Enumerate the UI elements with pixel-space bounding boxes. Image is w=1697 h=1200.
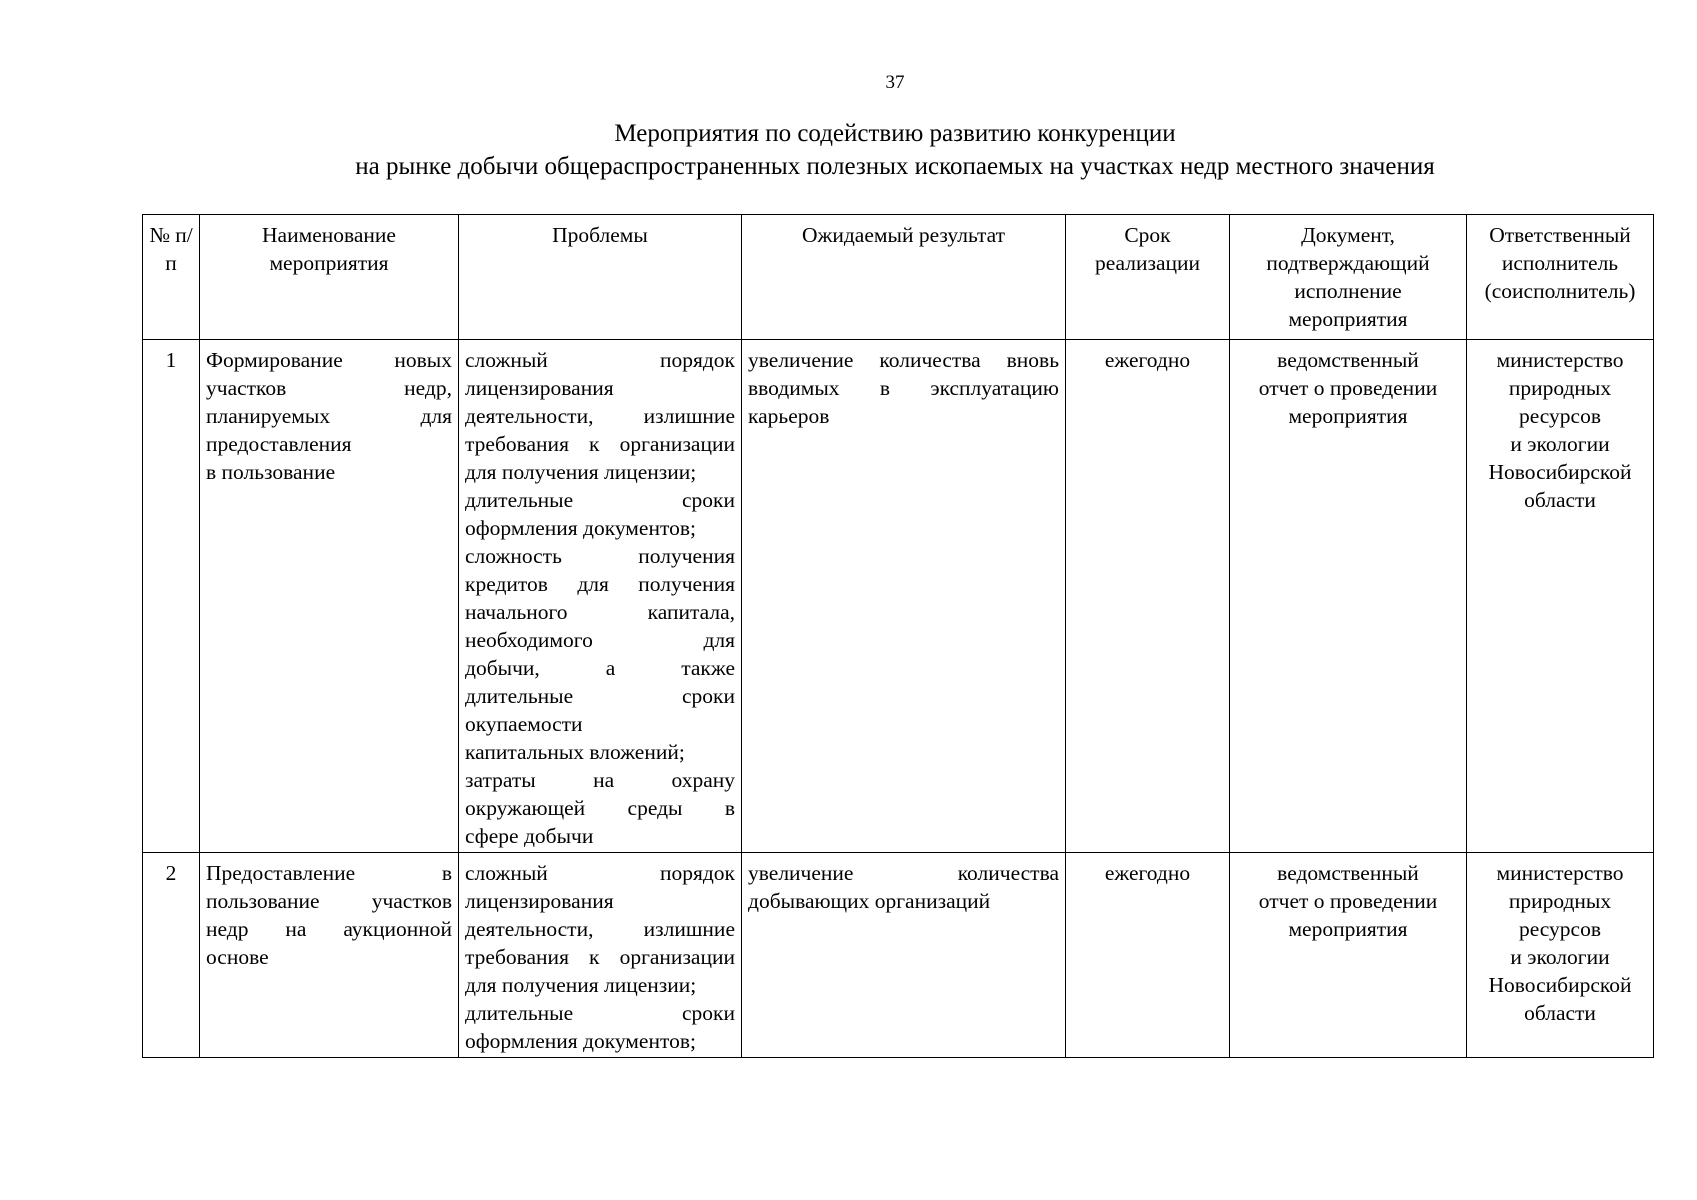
- responsible-cell: [1467, 340, 1654, 853]
- document-line: ведомственный: [1277, 348, 1419, 372]
- problems-line: длительные сроки: [465, 1001, 735, 1025]
- measure-name-line: планируемых для: [206, 404, 452, 428]
- result-cell: [742, 340, 1066, 853]
- document-cell: [1230, 340, 1467, 853]
- problems-line: начального капитала,: [465, 600, 735, 624]
- document-line: мероприятия: [1288, 917, 1408, 941]
- problems-cell: [459, 340, 742, 853]
- responsible-line: области: [1524, 1001, 1596, 1025]
- measure-name-line: участков недр,: [206, 376, 452, 400]
- problems-line: деятельности, излишние: [465, 404, 735, 428]
- page-number: 37: [885, 72, 905, 93]
- measure-name-line: предоставления: [206, 432, 352, 456]
- document-line: мероприятия: [1288, 404, 1408, 428]
- problems-line: добычи, а также: [465, 656, 735, 680]
- measure-name-line: в пользование: [206, 460, 336, 484]
- problems-line: сложный порядок: [465, 861, 735, 885]
- responsible-line: природных: [1508, 376, 1612, 400]
- problems-line: для получения лицензии;: [465, 973, 697, 997]
- term-cell: ежегодно: [1066, 340, 1230, 853]
- problems-line: необходимого для: [465, 628, 735, 652]
- responsible-line: министерство: [1496, 861, 1624, 885]
- table-header-row: [143, 215, 1654, 340]
- problems-line: требования к организации: [465, 945, 735, 969]
- header-term: Срок реализации: [1066, 215, 1230, 340]
- measure-name-line: недр на аукционной: [206, 917, 452, 941]
- problems-line: сложный порядок: [465, 348, 735, 372]
- document-line: отчет о проведении: [1258, 376, 1438, 400]
- result-line: вводимых в эксплуатацию: [748, 376, 1059, 400]
- row-number: 1: [143, 340, 200, 853]
- document-line: ведомственный: [1277, 861, 1419, 885]
- measure-name-line: Формирование новых: [206, 348, 452, 372]
- term-cell: ежегодно: [1066, 853, 1230, 1058]
- responsible-line: ресурсов: [1518, 917, 1602, 941]
- problems-line: затраты на охрану: [465, 768, 735, 792]
- measure-name-line: основе: [206, 945, 269, 969]
- responsible-line: и экологии: [1510, 432, 1610, 456]
- responsible-line: Новосибирской: [1488, 973, 1632, 997]
- document-line: отчет о проведении: [1258, 889, 1438, 913]
- table-row: [143, 853, 1654, 1058]
- title-line-1: Мероприятия по содействию развитию конкуренции: [614, 120, 1176, 147]
- problems-line: длительные сроки: [465, 684, 735, 708]
- header-result: Ожидаемый результат: [742, 215, 1066, 340]
- measures-table: [142, 214, 1654, 1058]
- result-line: добывающих организаций: [748, 889, 991, 913]
- result-line: карьеров: [748, 404, 830, 428]
- result-line: увеличение количества: [748, 861, 1059, 885]
- result-cell: [742, 853, 1066, 1058]
- table-row: [143, 340, 1654, 853]
- responsible-line: министерство: [1496, 348, 1624, 372]
- measure-name: [200, 853, 459, 1058]
- problems-line: оформления документов;: [465, 1029, 696, 1053]
- problems-line: окружающей среды в: [465, 796, 735, 820]
- problems-cell: [459, 853, 742, 1058]
- document-title: [0, 117, 1697, 183]
- problems-line: лицензирования: [465, 889, 614, 913]
- row-number: 2: [143, 853, 200, 1058]
- measure-name: [200, 340, 459, 853]
- problems-line: сложность получения: [465, 544, 735, 568]
- header-responsible: Ответственный исполнитель (соисполнитель): [1467, 215, 1654, 340]
- responsible-cell: [1467, 853, 1654, 1058]
- document-cell: [1230, 853, 1467, 1058]
- result-line: увеличение количества вновь: [748, 348, 1059, 372]
- problems-line: длительные сроки: [465, 488, 735, 512]
- responsible-line: и экологии: [1510, 945, 1610, 969]
- problems-line: капитальных вложений;: [465, 740, 685, 764]
- problems-line: кредитов для получения: [465, 572, 735, 596]
- responsible-line: природных: [1508, 889, 1612, 913]
- problems-line: деятельности, излишние: [465, 917, 735, 941]
- title-line-2: на рынке добычи общераспространенных полезных ископаемых на участках недр местного значения: [355, 153, 1435, 180]
- problems-line: для получения лицензии;: [465, 460, 697, 484]
- problems-line: окупаемости: [465, 712, 583, 736]
- header-problems: Проблемы: [459, 215, 742, 340]
- responsible-line: области: [1524, 488, 1596, 512]
- header-document: Документ, подтверждающий исполнение мероприятия: [1230, 215, 1467, 340]
- measure-name-line: Предоставление в: [206, 861, 452, 885]
- responsible-line: Новосибирской: [1488, 460, 1632, 484]
- problems-line: оформления документов;: [465, 516, 696, 540]
- header-name: Наименование мероприятия: [200, 215, 459, 340]
- problems-line: лицензирования: [465, 376, 614, 400]
- problems-line: требования к организации: [465, 432, 735, 456]
- header-number: № п/п: [143, 215, 200, 340]
- responsible-line: ресурсов: [1518, 404, 1602, 428]
- measure-name-line: пользование участков: [206, 889, 452, 913]
- problems-line: сфере добычи: [465, 824, 594, 848]
